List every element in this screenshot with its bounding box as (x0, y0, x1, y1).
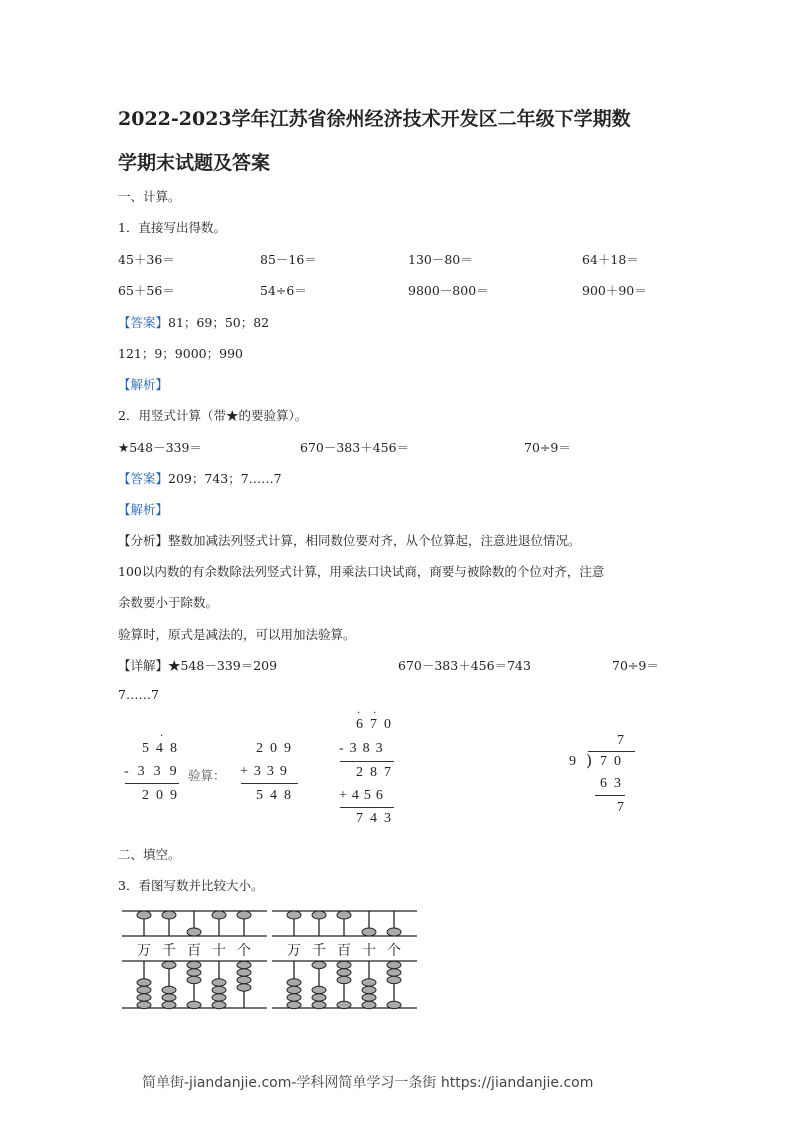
lower-bead (362, 1001, 376, 1008)
lower-bead (287, 986, 301, 993)
place-label: 万 (287, 943, 301, 959)
analysis-tag: 【解析】 (118, 502, 169, 517)
section-heading: 一、计算。 (118, 189, 181, 204)
vcheck-add: +339 (240, 764, 293, 779)
detail-text: 70÷9＝ (612, 658, 659, 673)
lower-bead (387, 976, 401, 983)
lower-bead (312, 986, 326, 993)
vcalc-2-row: -383 (339, 741, 389, 756)
q1-item: 65＋56＝ (118, 283, 175, 298)
lower-bead (337, 969, 351, 976)
place-label: 十 (212, 943, 226, 959)
detail-text: 7……7 (118, 687, 159, 702)
upper-bead (187, 928, 201, 936)
section-heading: 二、填空。 (118, 847, 181, 862)
place-label: 百 (187, 943, 201, 959)
q2-item: 70÷9＝ (524, 440, 571, 455)
doc-title-line2: 学期末试题及答案 (118, 152, 271, 174)
lower-bead (312, 994, 326, 1001)
vcalc-rule (340, 807, 394, 808)
lower-bead (287, 979, 301, 986)
check-label: 验算： (188, 768, 226, 783)
lower-bead (387, 961, 401, 968)
place-label: 十 (362, 943, 376, 959)
lower-bead (212, 979, 226, 986)
upper-bead (162, 911, 176, 919)
q1-item: 64＋18＝ (582, 252, 639, 267)
vcalc-1-result: 209 (142, 788, 184, 803)
upper-bead (287, 911, 301, 919)
lower-bead (362, 986, 376, 993)
lower-bead (312, 961, 326, 968)
analysis-tag: 【解析】 (118, 377, 169, 392)
vcalc-2-row: +456 (339, 788, 388, 803)
answer-line (118, 469, 282, 487)
paragraph: 100以内数的有余数除法列竖式计算，用乘法口诀试商，商要与被除数的个位对齐，注意 (118, 564, 605, 579)
paragraph: 余数要小于除数。 (118, 595, 219, 610)
lower-bead (212, 986, 226, 993)
lower-bead (137, 1001, 151, 1008)
answer-text: 81；69；50；82 (168, 315, 270, 330)
division-rule (595, 795, 625, 796)
detail-text: 670－383＋456＝743 (398, 658, 531, 673)
lower-bead (387, 969, 401, 976)
lower-bead (312, 1001, 326, 1008)
divisor: 9 (569, 754, 583, 769)
q1-item: 900＋90＝ (582, 283, 647, 298)
borrow-dots: ·· (357, 708, 390, 719)
upper-bead (212, 911, 226, 919)
upper-bead (362, 928, 376, 936)
detail-text: ★548－339＝209 (168, 658, 278, 673)
lower-bead (287, 1001, 301, 1008)
abacus-2 (272, 908, 417, 1013)
q1-item: 130－80＝ (408, 252, 473, 267)
upper-bead (387, 928, 401, 936)
product: 63 (600, 776, 628, 791)
place-label: 千 (312, 943, 326, 959)
question-3-prompt: 3．看图写数并比较大小。 (118, 878, 264, 893)
detail-tag: 【详解】 (118, 658, 169, 673)
lower-bead (362, 994, 376, 1001)
q2-item: ★548－339＝ (118, 440, 202, 455)
upper-bead (237, 911, 251, 919)
lower-bead (187, 961, 201, 968)
place-label: 百 (337, 943, 351, 959)
question-2-prompt: 2．用竖式计算（带★的要验算）。 (118, 408, 308, 423)
lower-bead (237, 961, 251, 968)
lower-bead (162, 961, 176, 968)
lower-bead (187, 969, 201, 976)
lower-bead (162, 1001, 176, 1008)
division-bar (588, 751, 635, 752)
lower-bead (287, 994, 301, 1001)
lower-bead (137, 994, 151, 1001)
doc-title-line1: 2022-2023学年江苏省徐州经济技术开发区二年级下学期数 (118, 108, 631, 130)
lower-bead (337, 961, 351, 968)
borrow-dot: · (160, 731, 164, 742)
fenxi-line (118, 531, 581, 549)
lower-bead (337, 976, 351, 983)
vcalc-rule (125, 783, 179, 784)
question-1-prompt: 1．直接写出得数。 (118, 220, 226, 235)
lower-bead (137, 986, 151, 993)
q1-item: 45＋36＝ (118, 252, 175, 267)
quotient: 7 (617, 733, 631, 748)
vcheck-result: 548 (256, 788, 298, 803)
lower-bead (212, 1001, 226, 1008)
lower-bead (387, 1001, 401, 1008)
answer-tag: 【答案】 (118, 471, 169, 486)
lower-bead (187, 1001, 201, 1008)
lower-bead (237, 969, 251, 976)
vcheck-top: 209 (256, 741, 298, 756)
upper-bead (337, 911, 351, 919)
q1-item: 85－16＝ (260, 252, 317, 267)
lower-bead (337, 1001, 351, 1008)
footer-watermark: 简单街-jiandanjie.com-学科网简单学习一条街 https://jiandanjie.com (142, 1075, 594, 1091)
vcalc-2-row: 287 (356, 765, 398, 780)
vcalc-rule (241, 783, 298, 784)
paragraph: 验算时，原式是减法的，可以用加法验算。 (118, 627, 356, 642)
vcalc-2-row: 670 (356, 717, 398, 732)
place-label: 千 (162, 943, 176, 959)
place-label: 万 (137, 943, 151, 959)
lower-bead (187, 976, 201, 983)
vcalc-1-top: 548 (142, 741, 184, 756)
lower-bead (162, 986, 176, 993)
q1-item: 54÷6＝ (260, 283, 307, 298)
answer-line (118, 313, 269, 331)
upper-bead (312, 911, 326, 919)
place-label: 个 (387, 943, 401, 959)
lower-bead (137, 979, 151, 986)
q1-item: 9800－800＝ (408, 283, 489, 298)
remainder: 7 (617, 800, 631, 815)
lower-bead (362, 979, 376, 986)
lower-bead (162, 994, 176, 1001)
lower-bead (237, 976, 251, 983)
vcalc-1-sub: -339 (124, 764, 186, 779)
fenxi-text: 整数加减法列竖式计算，相同数位要对齐，从个位算起，注意进退位情况。 (168, 533, 581, 548)
place-label: 个 (237, 943, 251, 959)
answer-tag: 【答案】 (118, 315, 169, 330)
division-bracket: ) (586, 751, 593, 770)
detail-line (118, 656, 277, 674)
vcalc-rule (340, 761, 394, 762)
abacus-1 (122, 908, 267, 1013)
answer-text: 209；743；7……7 (168, 471, 282, 486)
lower-bead (237, 984, 251, 991)
upper-bead (137, 911, 151, 919)
vcalc-2-row: 743 (356, 811, 398, 826)
q2-item: 670－383＋456＝ (300, 440, 410, 455)
lower-bead (212, 994, 226, 1001)
answer-text-2: 121；9；9000；990 (118, 346, 243, 361)
dividend: 70 (600, 754, 628, 769)
fenxi-tag: 【分析】 (118, 533, 169, 548)
